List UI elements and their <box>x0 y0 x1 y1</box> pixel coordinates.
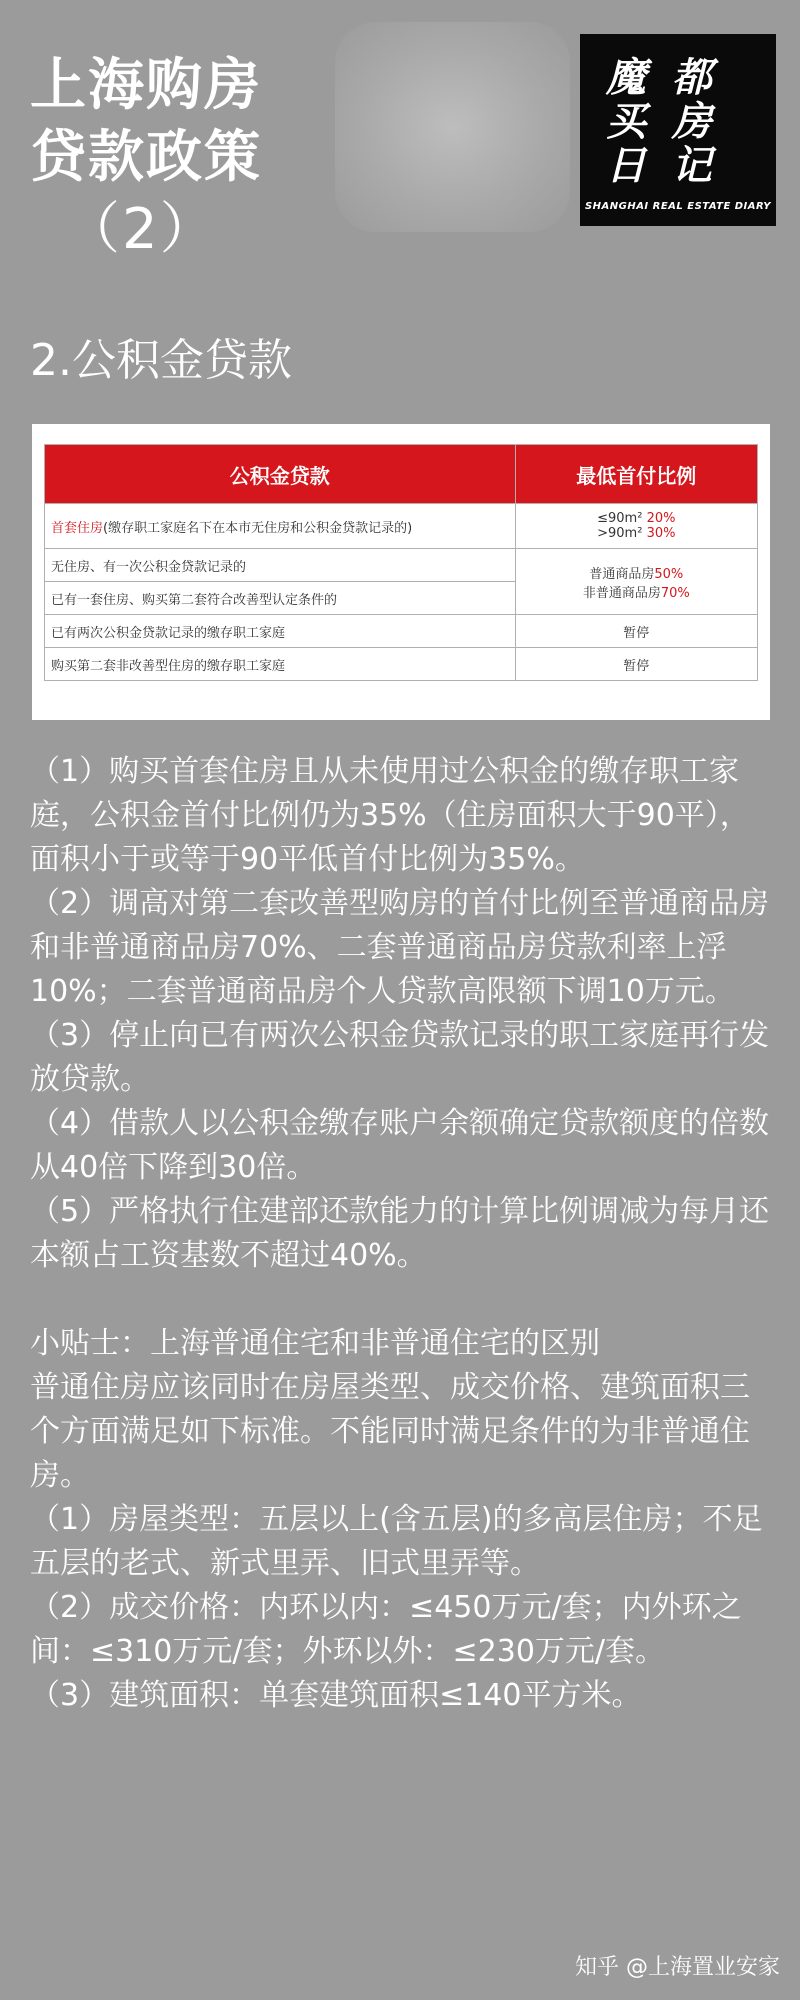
area-large: >90m² <box>597 526 643 541</box>
paragraph: （4）借款人以公积金缴存账户余额确定贷款额度的倍数从40倍下降到30倍。 <box>30 1106 770 1185</box>
first-home-desc: (缴存职工家庭名下在本市无住房和公积金贷款记录的) <box>103 520 413 536</box>
logo-line-2: 买 房 <box>606 99 718 145</box>
table-header-left: 公积金贷款 <box>45 445 516 504</box>
title-line-1: 上海购房 <box>30 53 262 118</box>
ratio-30: 30% <box>646 526 676 541</box>
ratio-20: 20% <box>646 511 676 526</box>
paragraph: （3）停止向已有两次公积金贷款记录的职工家庭再行发放贷款。 <box>30 1018 770 1097</box>
tip-title: 小贴士：上海普通住宅和非普通住宅的区别 <box>30 1326 600 1361</box>
table-cell: 暂停 <box>515 648 757 681</box>
policy-table <box>44 444 758 681</box>
table-cell <box>515 549 757 615</box>
source-watermark: 知乎 @上海置业安家 <box>575 1955 780 1980</box>
policy-table-image <box>32 424 770 720</box>
section-heading: 2.公积金贷款 <box>30 335 292 386</box>
ratio-50: 50% <box>654 566 684 582</box>
table-cell: 无住房、有一次公积金贷款记录的 <box>45 549 516 582</box>
article-body <box>30 750 770 1718</box>
table-cell: 购买第二套非改善型住房的缴存职工家庭 <box>45 648 516 681</box>
paragraph: （1）购买首套住房且从未使用过公积金的缴存职工家庭，公积金首付比例仍为35%（住房面积大于90平），面积小于或等于90平低首付比例为35%。 <box>30 754 750 877</box>
title-line-3: （2） <box>64 197 218 262</box>
ordinary-housing: 普通商品房 <box>589 566 655 582</box>
tip-item: （3）建筑面积：单套建筑面积≤140平方米。 <box>30 1678 642 1713</box>
ratio-70: 70% <box>660 585 690 601</box>
brand-logo <box>580 34 776 226</box>
logo-line-1: 魔 都 <box>606 55 718 101</box>
page-title <box>30 50 262 266</box>
paragraph: （5）严格执行住建部还款能力的计算比例调减为每月还本额占工资基数不超过40%。 <box>30 1194 770 1273</box>
table-row <box>45 648 758 681</box>
table-cell <box>45 504 516 549</box>
area-small: ≤90m² <box>597 511 643 526</box>
table-row <box>45 615 758 648</box>
table-cell <box>515 504 757 549</box>
tip-intro: 普通住房应该同时在房屋类型、成交价格、建筑面积三个方面满足如下标准。不能同时满足条件的为非普通住房。 <box>30 1370 750 1493</box>
table-cell: 已有两次公积金贷款记录的缴存职工家庭 <box>45 615 516 648</box>
logo-subtitle: SHANGHAI REAL ESTATE DIARY <box>584 201 772 212</box>
title-line-2: 贷款政策 <box>30 125 262 190</box>
table-header-right: 最低首付比例 <box>515 445 757 504</box>
table-cell: 已有一套住房、购买第二套符合改善型认定条件的 <box>45 582 516 615</box>
table-row <box>45 504 758 549</box>
paragraph: （2）调高对第二套改善型购房的首付比例至普通商品房和非普通商品房70%、二套普通商品房贷款利率上浮10%；二套普通商品房个人贷款高限额下调10万元。 <box>30 886 770 1009</box>
logo-line-3: 日 记 <box>606 143 718 189</box>
tip-item: （2）成交价格：内环以内：≤450万元/套；内外环之间：≤310万元/套；外环以外：≤230万元/套。 <box>30 1590 742 1669</box>
table-cell: 暂停 <box>515 615 757 648</box>
first-home-label: 首套住房 <box>51 520 104 536</box>
non-ordinary-housing: 非普通商品房 <box>582 585 661 601</box>
tip-item: （1）房屋类型：五层以上(含五层)的多高层住房；不足五层的老式、新式里弄、旧式里弄等。 <box>30 1502 763 1581</box>
table-row <box>45 549 758 582</box>
blurred-area <box>335 22 570 232</box>
